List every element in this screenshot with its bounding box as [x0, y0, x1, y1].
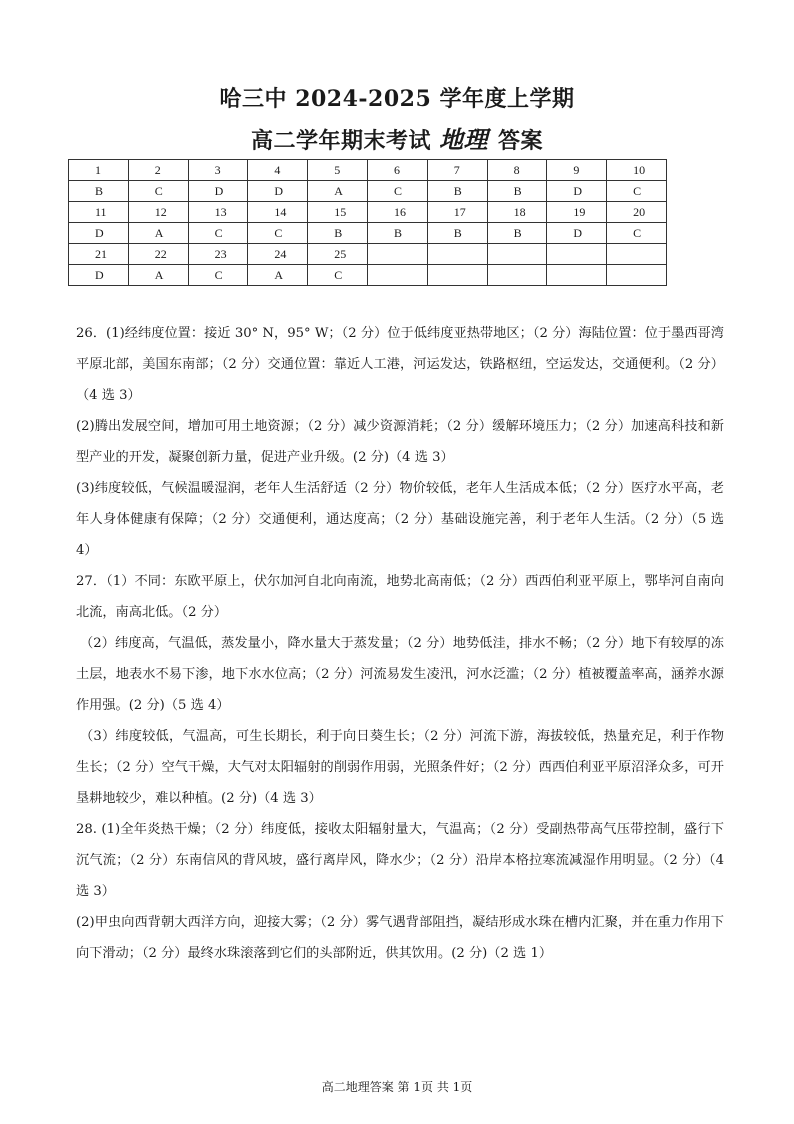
answer-28-2: (2)甲虫向西背朝大西洋方向，迎接大雾；（2 分）雾气遇背部阻挡，凝结形成水珠在槽内汇聚，并在重力作用下向下滑动；（2 分）最终水珠滚落到它们的头部附近，供其饮用。(2 分)（2 选 1） [76, 915, 724, 961]
answer-27-2: （2）纬度高，气温低，蒸发量小，降水量大于蒸发量；（2 分）地势低洼，排水不畅；（2 分）地下有较厚的冻土层，地表水不易下渗，地下水水位高；（2 分）河流易发生凌汛，河水泛滥；（2 分）植被覆盖率高，涵养水源作用强。(2 分)（5 选 4） [76, 636, 724, 713]
table-cell: 10 [607, 160, 667, 181]
answer-26-2: (2)腾出发展空间，增加可用土地资源；（2 分）减少资源消耗；（2 分）缓解环境压力；（2 分）加速高科技和新型产业的开发，凝聚创新力量，促进产业升级。(2 分)（4 选 3） [76, 419, 724, 465]
table-row [69, 265, 667, 286]
table-cell: B [69, 181, 129, 202]
table-row [69, 223, 667, 244]
table-cell: C [248, 223, 308, 244]
answer-26-3: (3)纬度较低，气候温暖湿润，老年人生活舒适（2 分）物价较低，老年人生活成本低；（2 分）医疗水平高，老年人身体健康有保障；（2 分）交通便利，通达度高；（2 分）基础设施完善，利于老年人生活。（2 分）（5 选 4） [76, 481, 724, 558]
table-cell: 14 [248, 202, 308, 223]
table-cell [427, 244, 487, 265]
table-cell: A [248, 265, 308, 286]
table-cell: 8 [487, 160, 547, 181]
table-cell [367, 244, 427, 265]
table-cell: 16 [367, 202, 427, 223]
table-cell: 1 [69, 160, 129, 181]
table-cell: 24 [248, 244, 308, 265]
table-cell [487, 244, 547, 265]
table-cell: A [128, 223, 188, 244]
table-cell [607, 265, 667, 286]
table-cell: 22 [128, 244, 188, 265]
page-subtitle [0, 120, 794, 155]
table-cell: B [427, 181, 487, 202]
table-cell: B [367, 223, 427, 244]
table-cell: 20 [607, 202, 667, 223]
table-cell: 23 [188, 244, 248, 265]
answer-table [68, 159, 667, 286]
table-cell: C [188, 265, 248, 286]
table-cell: C [367, 181, 427, 202]
answer-28-1: 28. (1)全年炎热干燥；（2 分）纬度低，接收太阳辐射量大，气温高；（2 分）受副热带高气压带控制，盛行下沉气流；（2 分）东南信风的背风坡，盛行离岸风，降水少；（2 分）沿岸本格拉寒流减湿作用明显。（2 分）（4 选 3） [76, 822, 724, 899]
table-cell [427, 265, 487, 286]
table-cell: D [248, 181, 308, 202]
table-cell: D [69, 265, 129, 286]
table-row [69, 244, 667, 265]
subject-name: 地理 [439, 125, 488, 154]
table-cell: 11 [69, 202, 129, 223]
table-cell: A [128, 265, 188, 286]
table-cell: 9 [547, 160, 607, 181]
table-cell: D [69, 223, 129, 244]
table-cell: D [188, 181, 248, 202]
table-cell: B [427, 223, 487, 244]
answer-27-1: 27．（1）不同：东欧平原上，伏尔加河自北向南流，地势北高南低；（2 分）西西伯利亚平原上，鄂毕河自南向北流，南高北低。（2 分） [76, 574, 724, 620]
table-cell: 17 [427, 202, 487, 223]
table-cell: C [607, 181, 667, 202]
table-cell: 2 [128, 160, 188, 181]
table-cell: 4 [248, 160, 308, 181]
table-cell: C [607, 223, 667, 244]
table-cell: B [487, 223, 547, 244]
table-cell: D [547, 223, 607, 244]
table-cell: 7 [427, 160, 487, 181]
table-cell: 18 [487, 202, 547, 223]
table-row [69, 202, 667, 223]
table-cell: 25 [308, 244, 368, 265]
table-cell: C [308, 265, 368, 286]
subtitle-suffix: 答案 [498, 128, 544, 154]
table-cell [547, 265, 607, 286]
table-cell [367, 265, 427, 286]
table-cell: C [128, 181, 188, 202]
table-cell: 19 [547, 202, 607, 223]
table-cell: 6 [367, 160, 427, 181]
table-cell: 12 [128, 202, 188, 223]
table-cell: B [487, 181, 547, 202]
answer-26-1: 26．(1)经纬度位置：接近 30° N，95° W；（2 分）位于低纬度亚热带地区；（2 分）海陆位置：位于墨西哥湾平原北部，美国东南部；（2 分）交通位置：靠近人工港，河运发达，铁路枢纽，空运发达，交通便利。（2 分）（4 选 3） [76, 326, 724, 403]
table-cell [607, 244, 667, 265]
page-footer: 高二地理答案 第 1页 共 1页 [321, 1080, 473, 1094]
table-cell: 13 [188, 202, 248, 223]
table-cell: C [188, 223, 248, 244]
table-cell: D [547, 181, 607, 202]
page-title: 哈三中 2024-2025 学年度上学期 [219, 86, 575, 112]
table-cell [547, 244, 607, 265]
table-row [69, 160, 667, 181]
table-cell: 5 [308, 160, 368, 181]
table-cell: A [308, 181, 368, 202]
table-cell: 21 [69, 244, 129, 265]
table-cell: 3 [188, 160, 248, 181]
table-cell: 15 [308, 202, 368, 223]
answer-explanations [76, 318, 724, 969]
table-row [69, 181, 667, 202]
table-cell [487, 265, 547, 286]
subtitle-prefix: 高二学年期末考试 [250, 128, 431, 154]
answer-27-3: （3）纬度较低，气温高，可生长期长，利于向日葵生长；（2 分）河流下游，海拔较低，热量充足，利于作物生长；（2 分）空气干燥，大气对太阳辐射的削弱作用弱，光照条件好；（2 分）西西伯利亚平原沼泽众多，可开垦耕地较少，难以种植。(2 分)（4 选 3） [76, 729, 724, 806]
table-cell: B [308, 223, 368, 244]
